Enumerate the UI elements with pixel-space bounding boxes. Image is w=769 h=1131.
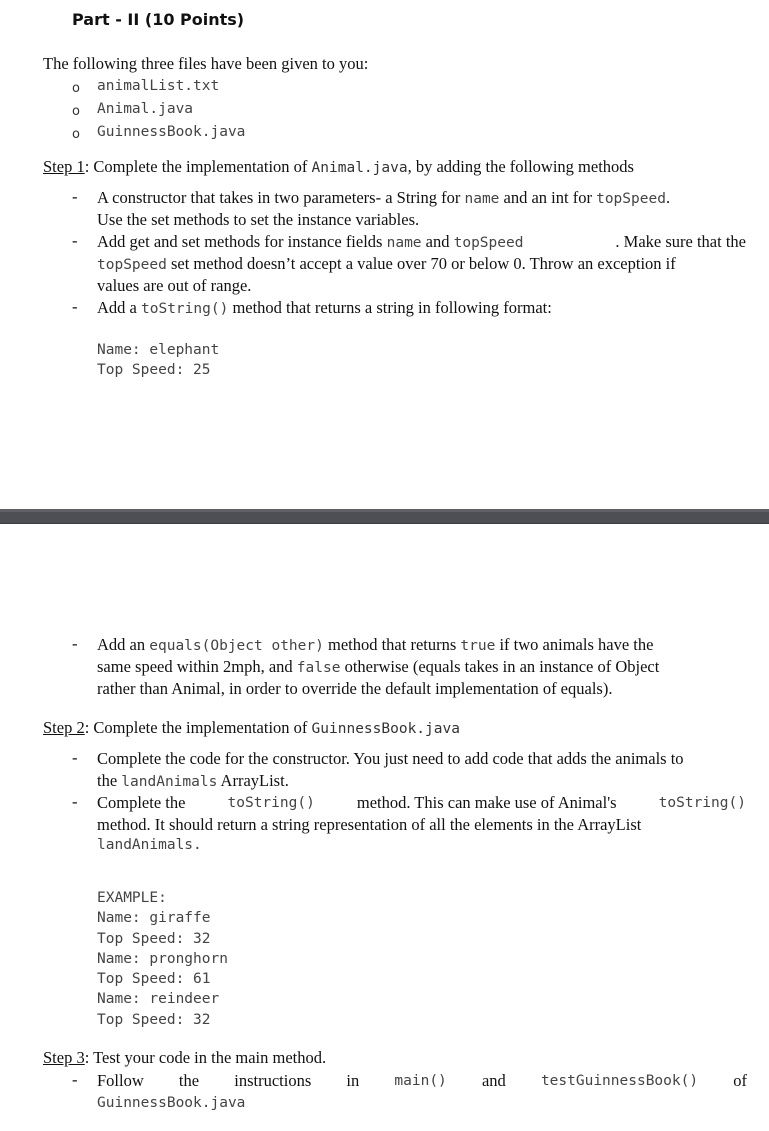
bullet-dash: - xyxy=(72,792,78,811)
bullet-dash: - xyxy=(72,634,78,653)
example-line: Top Speed: 61 xyxy=(97,971,211,988)
example-line: Name: reindeer xyxy=(97,991,220,1008)
file-guinnessbook-java: GuinnessBook.java xyxy=(97,124,246,140)
bullet-dash: - xyxy=(72,297,78,316)
step2-heading: Step 2: Complete the implementation of GuinnessBook.java xyxy=(43,718,460,737)
step1-text-post: , by adding the following methods xyxy=(407,157,634,176)
example-line: Top Speed: 32 xyxy=(97,1011,211,1028)
list-bullet: o xyxy=(72,81,80,96)
example-line: Name: pronghorn xyxy=(97,950,228,967)
example-line: EXAMPLE: xyxy=(97,890,167,906)
equals-bullet-line3: rather than Animal, in order to override the default implementation of equals). xyxy=(97,679,613,698)
file-animal-java: Animal.java xyxy=(97,101,194,117)
example-line: Name: elephant xyxy=(97,342,220,358)
equals-bullet-line1: Add an equals(Object other) method that returns true if two animals have the xyxy=(97,635,654,654)
step2-bullet2-line1: Complete the toString() method. This can make use of Animal's toString() xyxy=(97,793,746,812)
step2-bullet1-line1: Complete the code for the constructor. You just need to add code that adds the animals to xyxy=(97,749,684,768)
step1-bullet2-line2: topSpeed set method doesn’t accept a value over 70 or below 0. Throw an exception if xyxy=(97,254,676,273)
step1-example xyxy=(97,340,219,380)
step2-bullet2-line2: method. It should return a string representation of all the elements in the ArrayList xyxy=(97,815,642,834)
step1-bullet3: Add a toString() method that returns a string in following format: xyxy=(97,298,552,317)
step1-text: : Complete the implementation of xyxy=(84,157,312,176)
bullet-dash: - xyxy=(72,748,78,767)
step2-bullet2-line3: landAnimals. xyxy=(97,837,202,853)
step1-bullet2-line1: Add get and set methods for instance fields name and topSpeed . Make sure that the xyxy=(97,232,746,251)
bullet-dash: - xyxy=(72,187,78,206)
page-divider xyxy=(0,509,769,524)
intro-text: The following three files have been given to you: xyxy=(43,54,369,73)
step3-label: Step 3 xyxy=(43,1048,85,1067)
step1-bullet1-line1: A constructor that takes in two parameters- a String for name and an int for topSpeed. xyxy=(97,188,671,207)
step3-bullet1-line1: Follow the instructions in main() and testGuinnessBook() of xyxy=(97,1071,747,1090)
equals-bullet-line2: same speed within 2mph, and false otherwise (equals takes in an instance of Object xyxy=(97,657,660,676)
step1-heading xyxy=(43,157,634,177)
example-line: Top Speed: 32 xyxy=(97,930,211,947)
step1-code: Animal.java xyxy=(311,160,408,176)
example-line: Top Speed: 25 xyxy=(97,362,211,378)
step1-bullet1-line2: Use the set methods to set the instance variables. xyxy=(97,210,420,229)
step1-label: Step 1 xyxy=(43,157,85,176)
file-animallist: animalList.txt xyxy=(97,78,220,94)
step3-bullet1-line2: GuinnessBook.java xyxy=(97,1095,246,1111)
step3-heading: Step 3: Test your code in the main method. xyxy=(43,1048,327,1067)
step1-bullet2-line3: values are out of range. xyxy=(97,276,252,295)
step2-example xyxy=(97,888,228,1030)
list-bullet: o xyxy=(72,127,80,142)
list-bullet: o xyxy=(72,104,80,119)
part-heading: Part - II (10 Points) xyxy=(72,10,245,29)
step2-bullet1-line2: the landAnimals ArrayList. xyxy=(97,771,289,790)
example-line: Name: giraffe xyxy=(97,910,211,927)
bullet-dash: - xyxy=(72,231,78,250)
step2-label: Step 2 xyxy=(43,718,85,737)
bullet-dash: - xyxy=(72,1070,78,1089)
